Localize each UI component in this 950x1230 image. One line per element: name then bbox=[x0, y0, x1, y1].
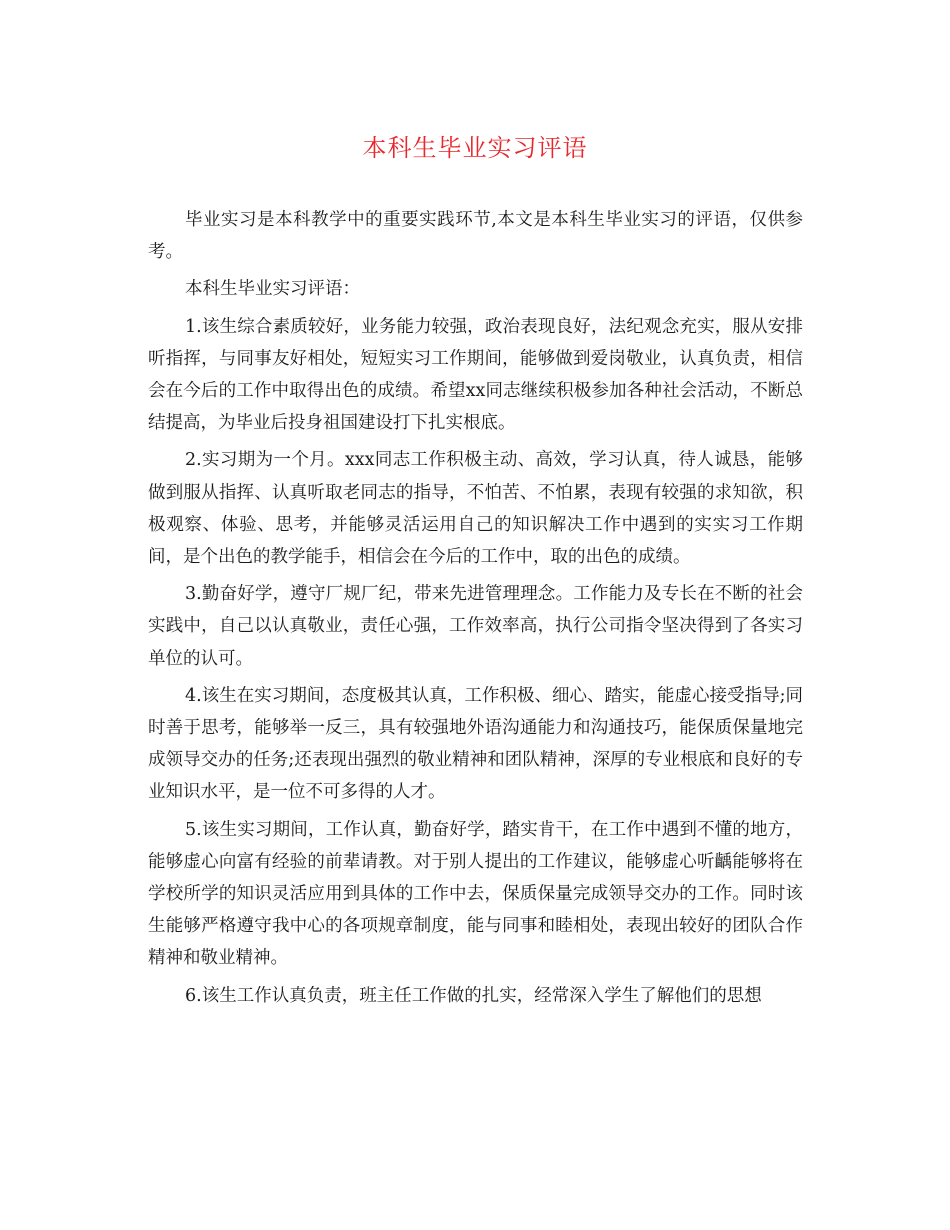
paragraph-comment-4: 4.该生在实习期间，态度极其认真，工作积极、细心、踏实，能虚心接受指导;同时善于思考，能够举一反三，具有较强地外语沟通能力和沟通技巧，能保质保量地完成领导交办的任务;还表现出强烈的敬业精神和团队精神，深厚的专业根底和良好的专业知识水平，是一位不可多得的人才。 bbox=[148, 685, 803, 803]
paragraph-heading: 本科生毕业实习评语： bbox=[185, 279, 360, 300]
paragraph-comment-5: 5.该生实习期间，工作认真，勤奋好学，踏实肯干，在工作中遇到不懂的地方，能够虚心向富有经验的前辈请教。对于别人提出的工作建议，能够虚心听齲能够将在学校所学的知识灵活应用到具体的工作中去，保质保量完成领导交办的工作。同时该生能够严格遵守我中心的各项规章制度，能与同事和睦相处，表现出较好的团队合作精神和敬业精神。 bbox=[148, 819, 803, 969]
document-title: 本科生毕业实习评语 bbox=[362, 134, 588, 162]
document-body bbox=[148, 204, 803, 1017]
paragraph-comment-1: 1.该生综合素质较好，业务能力较强，政治表现良好，法纪观念充实，服从安排听指挥，与同事友好相处，短短实习工作期间，能够做到爱岗敬业，认真负责，相信会在今后的工作中取得出色的成绩。希望xx同志继续积极参加各种社会活动，不断总结提高，为毕业后投身祖国建设打下扎实根底。 bbox=[148, 316, 803, 434]
paragraph-comment-6: 6.该生工作认真负责，班主任工作做的扎实，经常深入学生了解他们的思想 bbox=[185, 985, 762, 1006]
paragraph-comment-2: 2.实习期为一个月。xxx同志工作积极主动、高效，学习认真，待人诚恳，能够做到服从指挥、认真听取老同志的指导，不怕苦、不怕累，表现有较强的求知欲，积极观察、体验、思考，并能够灵活运用自己的知识解决工作中遇到的实实习工作期间，是个出色的教学能手，相信会在今后的工作中，取的出色的成绩。 bbox=[148, 450, 803, 568]
paragraph-intro: 毕业实习是本科教学中的重要实践环节,本文是本科生毕业实习的评语，仅供参考。 bbox=[148, 210, 803, 263]
paragraph-comment-3: 3.勤奋好学，遵守厂规厂纪，带来先进管理理念。工作能力及专长在不断的社会实践中，自己以认真敬业，责任心强，工作效率高，执行公司指令坚决得到了各实习单位的认可。 bbox=[148, 584, 803, 669]
